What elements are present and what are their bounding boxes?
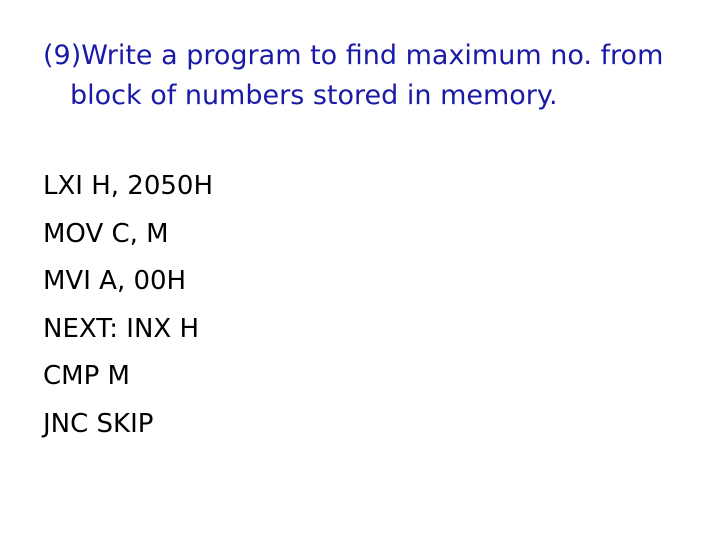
title-line-2: block of numbers stored in memory.	[70, 80, 558, 111]
code-line: CMP M	[43, 361, 130, 391]
slide-title	[43, 36, 683, 116]
code-line: JNC SKIP	[43, 408, 154, 439]
code-line: MOV C, M	[43, 218, 169, 249]
title-line-1: (9)Write a program to find maximum no. from	[43, 40, 664, 71]
code-line: NEXT: INX H	[43, 313, 200, 344]
code-listing	[43, 166, 213, 451]
code-line: MVI A, 00H	[43, 266, 187, 296]
code-line: LXI H, 2050H	[43, 171, 214, 201]
